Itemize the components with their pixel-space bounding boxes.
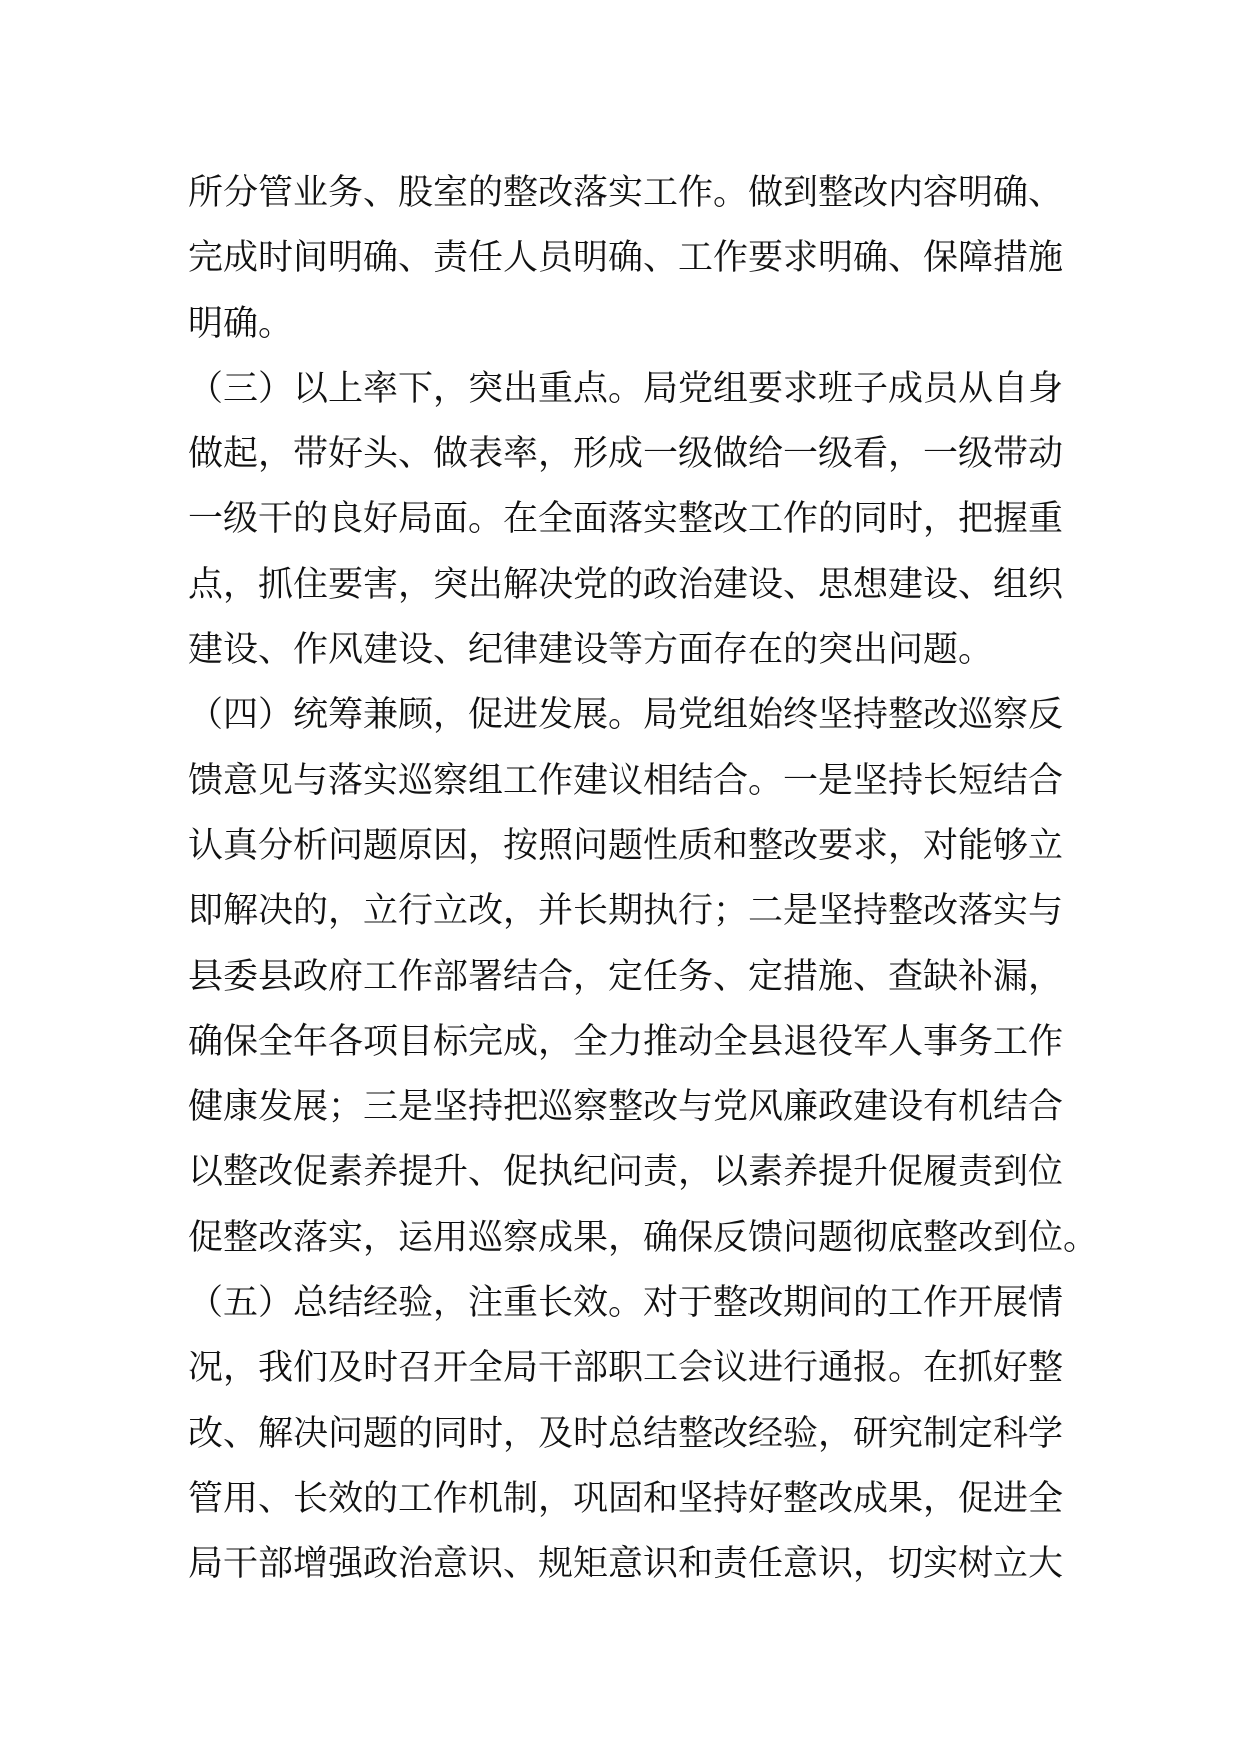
text-line: 县委县政府工作部署结合，定任务、定措施、查缺补漏， — [188, 956, 1064, 997]
text-line: 以整改促素养提升、促执纪问责，以素养提升促履责到位 — [188, 1152, 1064, 1193]
text-line: 点，抓住要害，突出解决党的政治建设、思想建设、组织 — [188, 564, 1064, 605]
text-line: 促整改落实，运用巡察成果，确保反馈问题彻底整改到位。 — [188, 1217, 1099, 1258]
text-line: 管用、长效的工作机制，巩固和坚持好整改成果，促进全 — [188, 1478, 1064, 1519]
text-line: 况，我们及时召开全局干部职工会议进行通报。在抓好整 — [188, 1348, 1064, 1389]
text-line: 明确。 — [188, 303, 294, 344]
text-line: 确保全年各项目标完成，全力推动全县退役军人事务工作 — [188, 1021, 1064, 1062]
text-line: 健康发展；三是坚持把巡察整改与党风廉政建设有机结合 — [188, 1087, 1064, 1128]
text-line: 所分管业务、股室的整改落实工作。做到整改内容明确、 — [188, 173, 1064, 213]
text-line: 建设、作风建设、纪律建设等方面存在的突出问题。 — [188, 630, 994, 671]
text-line: 一级干的良好局面。在全面落实整改工作的同时，把握重 — [188, 499, 1064, 540]
text-line: 即解决的，立行立改，并长期执行；二是坚持整改落实与 — [188, 891, 1064, 932]
text-line: 局干部增强政治意识、规矩意识和责任意识，切实树立大 — [188, 1544, 1064, 1585]
text-line: 做起，带好头、做表率，形成一级做给一级看，一级带动 — [188, 434, 1064, 475]
text-line: 改、解决问题的同时，及时总结整改经验，研究制定科学 — [188, 1413, 1064, 1454]
text-line: 完成时间明确、责任人员明确、工作要求明确、保障措施 — [188, 238, 1064, 279]
section-heading-line: （三）以上率下，突出重点。局党组要求班子成员从自身 — [188, 368, 1064, 409]
text-line: 认真分析问题原因，按照问题性质和整改要求，对能够立 — [188, 825, 1064, 866]
section-heading-line: （四）统筹兼顾，促进发展。局党组始终坚持整改巡察反 — [188, 695, 1064, 736]
text-line: 馈意见与落实巡察组工作建议相结合。一是坚持长短结合 — [188, 760, 1064, 801]
section-heading-line: （五）总结经验，注重长效。对于整改期间的工作开展情 — [188, 1283, 1064, 1324]
body-text — [188, 161, 1099, 1598]
